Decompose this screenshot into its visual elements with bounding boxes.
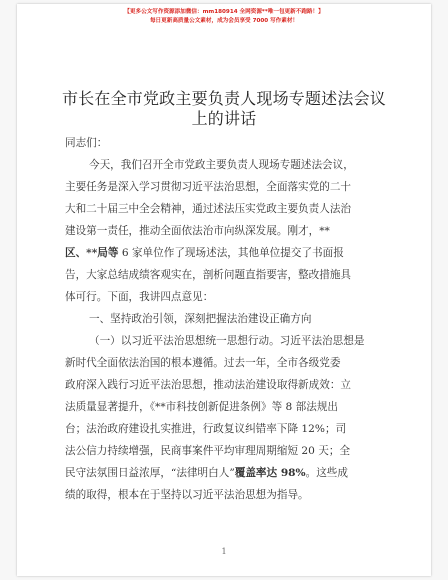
paragraph-2-line-8: 绩的取得，根本在于坚持以习近平法治思想为指导。 [65, 489, 309, 501]
paragraph-2-line-3: 政府深入践行习近平法治思想，推动法治建设取得新成效：立 [65, 379, 352, 391]
paragraph-2-line-6: 法公信力持续增强，民商事案件平均审理周期缩短 20 天；全 [65, 445, 351, 457]
paragraph-2-line-1: （一）以习近平法治思想统一思想行动。习近平法治思想是 [89, 335, 365, 347]
paragraph-2-line-7 [65, 462, 383, 484]
title-line-2: 上的讲话 [191, 109, 257, 128]
document-body [65, 132, 383, 506]
paragraph-2-line-7-post: 。这些成 [305, 467, 348, 479]
bold-coverage-text: 覆盖率达 98% [234, 467, 306, 479]
document-page [17, 4, 431, 576]
paragraph-2-line-4: 法质量显著提升，《**市科技创新促进条例》等 8 部法规出 [65, 401, 339, 413]
page-number: 1 [221, 547, 227, 556]
paragraph-1-line-1: 今天，我们召开全市党政主要负责人现场专题述法会议， [89, 159, 354, 171]
bold-units-text: 区、**局等 [65, 247, 119, 259]
greeting: 同志们： [65, 137, 108, 149]
paragraph-2-line-7-pre: 民守法氛围日益浓厚，“法律明白人” [65, 467, 235, 479]
paragraph-2-line-5: 台；法治政府建设扎实推进，行政复议纠错率下降 12%；司 [65, 423, 347, 435]
paragraph-1-line-7: 体可行。下面，我讲四点意见： [65, 291, 214, 303]
paragraph-1-line-5 [65, 242, 383, 264]
paragraph-1-line-4: 建设第一责任，推动全面依法治市向纵深发展。刚才，** [65, 225, 330, 237]
paragraph-2-line-2: 新时代全面依法治国的根本遵循。过去一年，全市各级党委 [65, 357, 341, 369]
paragraph-1-line-6: 告，大家总结成绩客观实在，剖析问题直指要害，整改措施具 [65, 269, 352, 281]
paragraph-1-line-3: 大和二十届三中全会精神，通过述法压实党政主要负责人法治 [65, 203, 352, 215]
promo-banner [17, 8, 431, 26]
paragraph-1-line-5-rest: 6 家单位作了现场述法，其他单位提交了书面报 [118, 247, 344, 259]
section-heading-1: 一、坚持政治引领，深刻把握法治建设正确方向 [89, 313, 312, 325]
promo-banner-line-1: 【更多公文写作资源添加微信：mm180914 全网资源**唯一包更新不跑路！】 [124, 9, 324, 15]
promo-banner-line-2: 每日更新高质量公文素材，成为会员享受 7000 写作素材！ [149, 18, 299, 24]
paragraph-1-line-2: 主要任务是深入学习贯彻习近平法治思想，全面落实党的二十 [65, 181, 352, 193]
title-line-1: 市长在全市党政主要负责人现场专题述法会议 [61, 89, 386, 108]
document-title [57, 89, 391, 129]
